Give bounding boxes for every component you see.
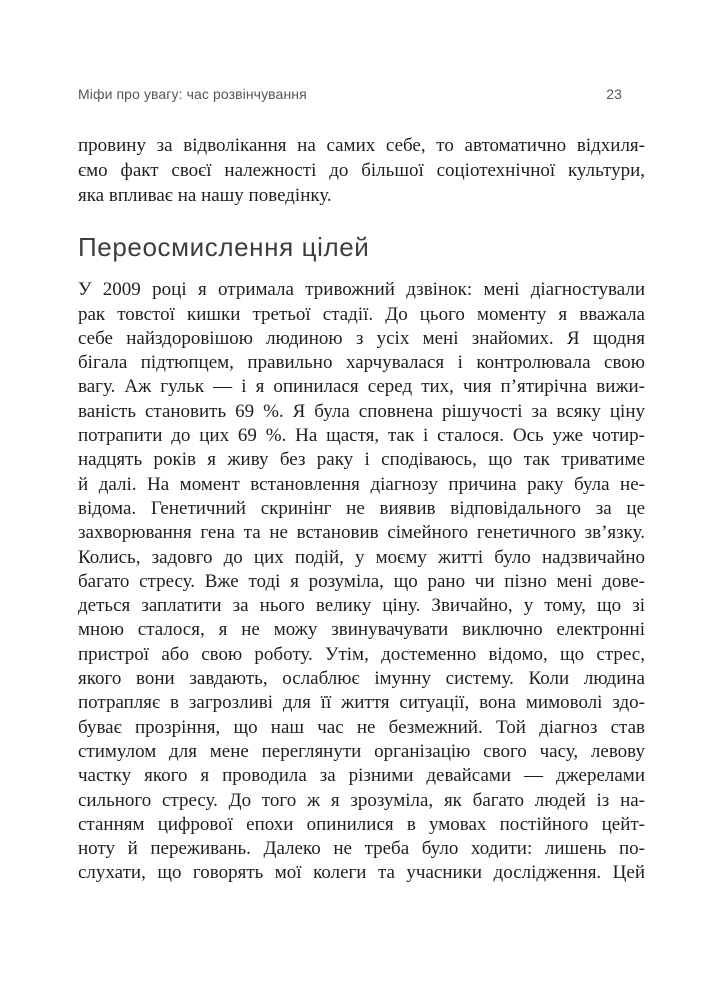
text-line: потрапляє в загрозливі для її життя ситуації, вона мимоволі здо-: [78, 692, 645, 714]
text-line: потрапити до цих 69 %. На щастя, так і сталося. Ось уже чотир-: [78, 425, 645, 447]
intro-paragraph: [78, 133, 645, 208]
text-line: відома. Генетичний скринінг не виявив відповідального за це: [78, 497, 645, 519]
text-line: сильного стресу. До того ж я зрозуміла, як багато людей із на-: [78, 789, 645, 811]
text-line: бігала підтюпцем, правильно харчувалася і контролювала свою: [78, 352, 645, 374]
text-line: слухати, що говорять мої колеги та учасники дослідження. Цей: [78, 862, 645, 884]
text-line: Колись, задовго до цих подій, у моєму житті було надзвичайно: [78, 546, 645, 568]
text-line: й далі. На момент встановлення діагнозу причина раку була не-: [78, 473, 645, 495]
body-paragraph: [78, 278, 645, 885]
text-line: ваність становить 69 %. Я була сповнена рішучості за всяку ціну: [78, 400, 645, 422]
text-line: деться заплатити за нього велику ціну. Звичайно, у тому, що зі: [78, 595, 645, 617]
text-line: якого вони завдають, ослаблює імунну систему. Коли людина: [78, 668, 645, 690]
text-line: надцять років я живу без раку і сподіваюсь, що так триватиме: [78, 449, 645, 471]
text-line: пристрої або свою роботу. Утім, достеменно відомо, що стрес,: [78, 643, 645, 665]
text-line: станням цифрової епохи опинилися в умовах постійного цейт-: [78, 813, 645, 835]
page-number: 23: [606, 86, 622, 102]
text-line: яка впливає на нашу поведінку.: [78, 185, 332, 207]
text-line: себе найздоровішою людиною з усіх мені знайомих. Я щодня: [78, 327, 645, 349]
running-head-title: Міфи про увагу: час розвінчування: [78, 86, 307, 102]
text-line: частку якого я проводила за різними девайсами — джерелами: [78, 765, 645, 787]
text-line: ноту й переживань. Далеко не треба було ходити: лишень по-: [78, 838, 645, 860]
text-line: вагу. Аж гульк — і я опинилася серед тих, чия п’ятирічна вижи-: [78, 376, 645, 398]
text-line: мною сталося, я не можу звинувачувати виключно електронні: [78, 619, 645, 641]
text-line: рак товстої кишки третьої стадії. До цього моменту я вважала: [78, 303, 645, 325]
running-head: [0, 0, 728, 103]
section-heading: Переосмислення цілей: [78, 232, 370, 263]
text-line: багато стресу. Вже тоді я розуміла, що рано чи пізно мені дове-: [78, 570, 645, 592]
text-line: ємо факт своєї належності до більшої соціотехнічної культури,: [78, 160, 645, 182]
text-line: провину за відволікання на самих себе, то автоматично відхиля-: [78, 135, 645, 156]
text-line: захворювання гена та не встановив сімейного генетичного зв’язку.: [78, 522, 645, 544]
text-line: стимулом для мене переглянути організацію свого часу, левову: [78, 740, 645, 762]
text-line: буває прозріння, що наш час не безмежний. Той діагноз став: [78, 716, 645, 738]
text-line: У 2009 році я отримала тривожний дзвінок: мені діагностували: [78, 279, 645, 301]
